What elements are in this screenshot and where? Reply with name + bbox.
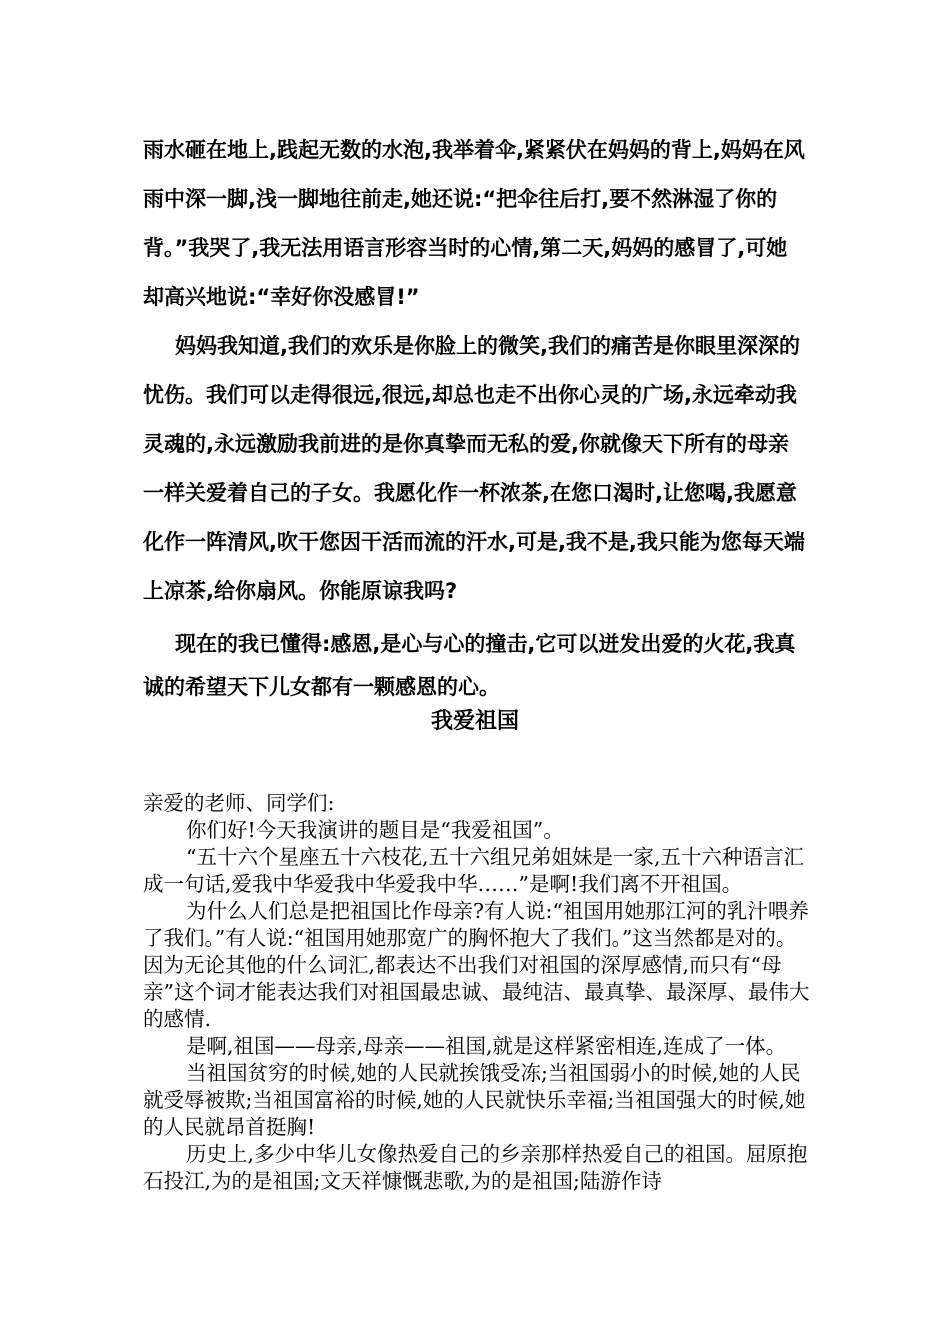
paragraph: 历史上,多少中华儿女像热爱自己的乡亲那样热爱自己的祖国。屈原抱石投江,为的是祖国;文天祥慷慨悲歌,为的是祖国;陆游作诗 <box>143 1142 808 1193</box>
paragraph: 为什么人们总是把祖国比作母亲?有人说:“祖国用她那江河的乳汁喂养了我们。”有人说:“祖国用她那宽广的胸怀抱大了我们。”这当然都是对的。因为无论其他的什么词汇,都表达不出我们对祖国的深厚感情,而只有“母亲”这个词才能表达我们对祖国最忠诚、最纯洁、最真挚、最深厚、最伟大的感情. <box>143 899 810 1031</box>
paragraph: “五十六个星座五十六枝花,五十六组兄弟姐妹是一家,五十六种语言汇成一句话,爱我中华爱我中华爱我中华……”是啊!我们离不开祖国。 <box>143 845 805 896</box>
paragraph: 妈妈我知道,我们的欢乐是你脸上的微笑,我们的痛苦是你眼里深深的忧伤。我们可以走得很远,很远,却总也走不出你心灵的广场,永远牵动我灵魂的,永远激励我前进的是你真挚而无私的爱,你就像天下所有的母亲一样关爱着自己的子女。我愿化作一杯浓茶,在您口渴时,让您喝,我愿意化作一阵清风,吹干您因干活而流的汗水,可是,我不是,我只能为您每天端上凉茶,给你扇风。你能原谅我吗? <box>143 334 805 603</box>
speech-title: 我爱祖国 <box>430 709 519 734</box>
paragraph: 当祖国贫穷的时候,她的人民就挨饿受冻;当祖国弱小的时候,她的人民就受辱被欺;当祖国富裕的时候,她的人民就快乐幸福;当祖国强大的时候,她的人民就昂首挺胸! <box>143 1061 806 1139</box>
essay-patriotism <box>143 790 813 1195</box>
paragraph: 现在的我已懂得:感恩,是心与心的撞击,它可以迸发出爱的火花,我真诚的希望天下儿女都有一颗感恩的心。 <box>143 632 796 699</box>
paragraph: 雨水砸在地上,践起无数的水泡,我举着伞,紧紧伏在妈妈的背上,妈妈在风雨中深一脚,浅一脚地往前走,她还说:“把伞往后打,要不然淋湿了你的背。”我哭了,我无法用语言形容当时的心情,第二天,妈妈的感冒了,可她却高兴地说:“幸好你没感冒!” <box>143 138 805 309</box>
greeting: 亲爱的老师、同学们: <box>143 791 335 815</box>
paragraph: 你们好!今天我演讲的题目是“我爱祖国”。 <box>186 818 564 842</box>
paragraph: 是啊,祖国——母亲,母亲——祖国,就是这样紧密相连,连成了一体。 <box>186 1034 787 1058</box>
